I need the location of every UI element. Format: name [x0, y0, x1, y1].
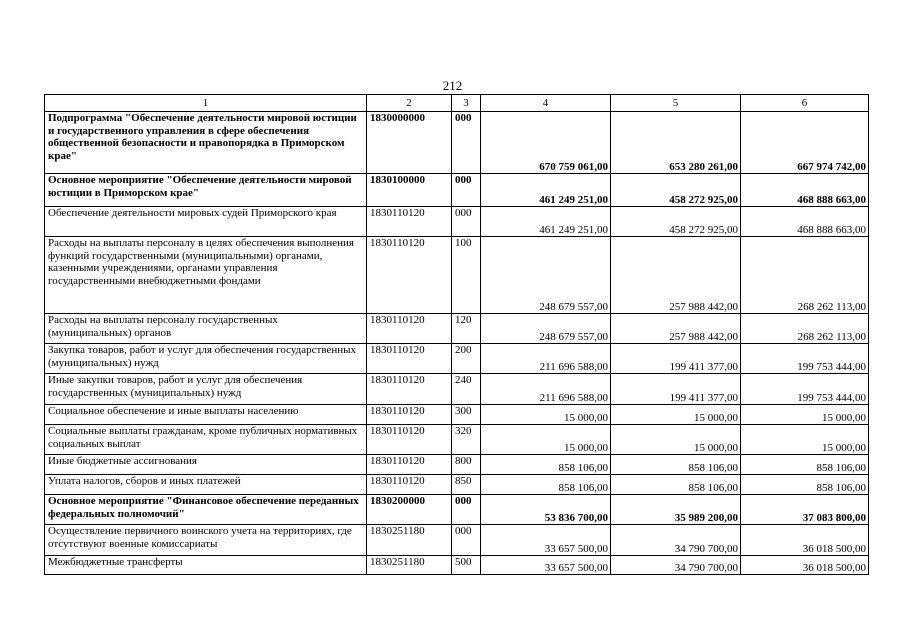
- row-amount-3-cell: 468 888 663,00: [741, 174, 869, 207]
- row-amount-2-cell: 15 000,00: [611, 405, 741, 425]
- row-name-cell: Социальное обеспечение и иные выплаты населению: [45, 405, 367, 425]
- row-kind-cell: 850: [452, 475, 481, 495]
- row-code-cell: 1830110120: [367, 314, 452, 344]
- row-amount-3-cell: 667 974 742,00: [741, 112, 869, 174]
- row-kind-cell: 000: [452, 495, 481, 525]
- row-amount-1-cell: 461 249 251,00: [481, 174, 611, 207]
- row-kind-cell: 120: [452, 314, 481, 344]
- row-code-cell: 1830110120: [367, 455, 452, 475]
- row-code-cell: 1830100000: [367, 174, 452, 207]
- page-number: 212: [442, 78, 463, 93]
- row-kind-cell: 300: [452, 405, 481, 425]
- row-amount-3-cell: 268 262 113,00: [741, 314, 869, 344]
- row-kind-cell: 240: [452, 374, 481, 405]
- row-name-cell: Подпрограмма "Обеспечение деятельности мировой юстиции и государственного управления в сфере обеспечения общественной безопасности и правопорядка в Приморском крае": [45, 112, 367, 174]
- row-amount-2-cell: 458 272 925,00: [611, 207, 741, 237]
- row-code-cell: 1830251180: [367, 556, 452, 575]
- table-row: [45, 374, 869, 405]
- row-amount-2-cell: 458 272 925,00: [611, 174, 741, 207]
- row-amount-3-cell: 199 753 444,00: [741, 344, 869, 374]
- budget-table: [44, 94, 869, 575]
- table-row: [45, 475, 869, 495]
- column-header-3: 3: [452, 95, 481, 112]
- column-header-5: 5: [611, 95, 741, 112]
- row-amount-2-cell: 35 989 200,00: [611, 495, 741, 525]
- table-row: [45, 344, 869, 374]
- row-name-cell: Основное мероприятие "Финансовое обеспечение переданных федеральных полномочий": [45, 495, 367, 525]
- row-amount-1-cell: 15 000,00: [481, 405, 611, 425]
- table-row: [45, 495, 869, 525]
- row-amount-3-cell: 468 888 663,00: [741, 207, 869, 237]
- row-amount-1-cell: 211 696 588,00: [481, 344, 611, 374]
- row-name-cell: Иные закупки товаров, работ и услуг для обеспечения государственных (муниципальных) нужд: [45, 374, 367, 405]
- row-name-cell: Социальные выплаты гражданам, кроме публичных нормативных социальных выплат: [45, 425, 367, 455]
- table-row: [45, 314, 869, 344]
- row-name-cell: Иные бюджетные ассигнования: [45, 455, 367, 475]
- row-name-cell: Межбюджетные трансферты: [45, 556, 367, 575]
- row-name-cell: Расходы на выплаты персоналу в целях обеспечения выполнения функций государственными (муниципальными) органами, казенными учреждениями, органами управления государственными внебюджетными фондами: [45, 237, 367, 314]
- row-amount-2-cell: 34 790 700,00: [611, 525, 741, 556]
- table-row: [45, 405, 869, 425]
- row-code-cell: 1830200000: [367, 495, 452, 525]
- row-kind-cell: 100: [452, 237, 481, 314]
- row-code-cell: 1830110120: [367, 425, 452, 455]
- row-amount-3-cell: 37 083 800,00: [741, 495, 869, 525]
- row-code-cell: 1830110120: [367, 374, 452, 405]
- table-body: [45, 112, 869, 575]
- row-amount-1-cell: 33 657 500,00: [481, 525, 611, 556]
- header-row: [45, 95, 869, 112]
- row-code-cell: 1830110120: [367, 475, 452, 495]
- row-amount-2-cell: 858 106,00: [611, 475, 741, 495]
- row-amount-2-cell: 858 106,00: [611, 455, 741, 475]
- row-amount-1-cell: 33 657 500,00: [481, 556, 611, 575]
- row-amount-3-cell: 268 262 113,00: [741, 237, 869, 314]
- table-row: [45, 425, 869, 455]
- row-amount-1-cell: 248 679 557,00: [481, 314, 611, 344]
- table-row: [45, 207, 869, 237]
- row-amount-1-cell: 858 106,00: [481, 475, 611, 495]
- row-amount-1-cell: 15 000,00: [481, 425, 611, 455]
- row-amount-1-cell: 211 696 588,00: [481, 374, 611, 405]
- row-kind-cell: 320: [452, 425, 481, 455]
- row-amount-3-cell: 199 753 444,00: [741, 374, 869, 405]
- row-amount-2-cell: 257 988 442,00: [611, 314, 741, 344]
- row-amount-3-cell: 36 018 500,00: [741, 525, 869, 556]
- row-amount-2-cell: 257 988 442,00: [611, 237, 741, 314]
- row-amount-1-cell: 248 679 557,00: [481, 237, 611, 314]
- row-code-cell: 1830000000: [367, 112, 452, 174]
- table-row: [45, 174, 869, 207]
- row-code-cell: 1830110120: [367, 344, 452, 374]
- table-row: [45, 112, 869, 174]
- row-code-cell: 1830110120: [367, 207, 452, 237]
- table-row: [45, 237, 869, 314]
- table-row: [45, 455, 869, 475]
- row-name-cell: Осуществление первичного воинского учета на территориях, где отсутствуют военные комиссариаты: [45, 525, 367, 556]
- row-amount-3-cell: 36 018 500,00: [741, 556, 869, 575]
- row-amount-3-cell: 858 106,00: [741, 455, 869, 475]
- row-kind-cell: 800: [452, 455, 481, 475]
- row-amount-3-cell: 15 000,00: [741, 405, 869, 425]
- row-amount-2-cell: 34 790 700,00: [611, 556, 741, 575]
- row-amount-2-cell: 653 280 261,00: [611, 112, 741, 174]
- row-amount-3-cell: 15 000,00: [741, 425, 869, 455]
- column-header-4: 4: [481, 95, 611, 112]
- row-code-cell: 1830110120: [367, 237, 452, 314]
- row-name-cell: Расходы на выплаты персоналу государственных (муниципальных) органов: [45, 314, 367, 344]
- row-name-cell: Закупка товаров, работ и услуг для обеспечения государственных (муниципальных) нужд: [45, 344, 367, 374]
- row-amount-3-cell: 858 106,00: [741, 475, 869, 495]
- row-kind-cell: 000: [452, 207, 481, 237]
- column-header-6: 6: [741, 95, 869, 112]
- row-kind-cell: 000: [452, 525, 481, 556]
- table-row: [45, 525, 869, 556]
- row-name-cell: Основное мероприятие "Обеспечение деятельности мировой юстиции в Приморском крае": [45, 174, 367, 207]
- row-code-cell: 1830110120: [367, 405, 452, 425]
- row-amount-1-cell: 461 249 251,00: [481, 207, 611, 237]
- row-kind-cell: 000: [452, 112, 481, 174]
- row-amount-1-cell: 53 836 700,00: [481, 495, 611, 525]
- row-code-cell: 1830251180: [367, 525, 452, 556]
- row-amount-2-cell: 199 411 377,00: [611, 344, 741, 374]
- table-row: [45, 556, 869, 575]
- row-kind-cell: 500: [452, 556, 481, 575]
- row-amount-2-cell: 199 411 377,00: [611, 374, 741, 405]
- row-kind-cell: 200: [452, 344, 481, 374]
- row-amount-1-cell: 858 106,00: [481, 455, 611, 475]
- row-kind-cell: 000: [452, 174, 481, 207]
- column-header-2: 2: [367, 95, 452, 112]
- row-amount-1-cell: 670 759 061,00: [481, 112, 611, 174]
- row-amount-2-cell: 15 000,00: [611, 425, 741, 455]
- row-name-cell: Обеспечение деятельности мировых судей Приморского края: [45, 207, 367, 237]
- row-name-cell: Уплата налогов, сборов и иных платежей: [45, 475, 367, 495]
- column-header-1: 1: [45, 95, 367, 112]
